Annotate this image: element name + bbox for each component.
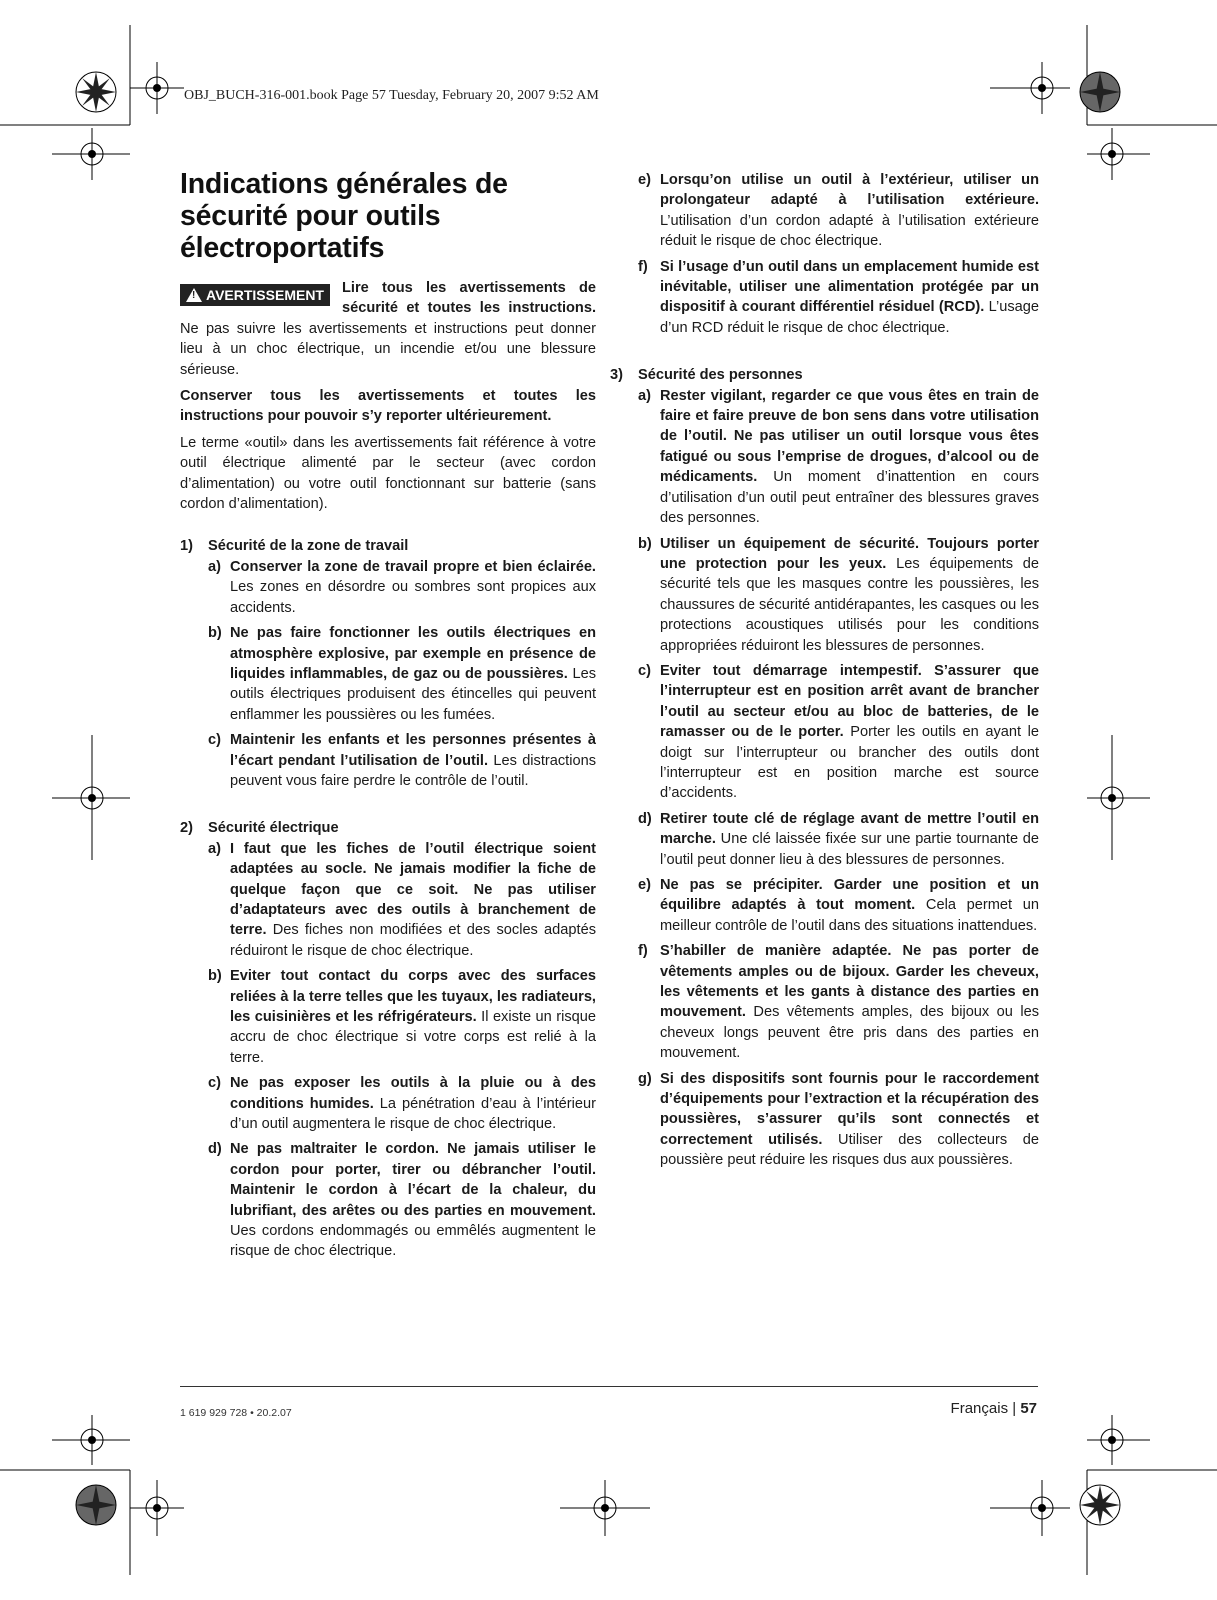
list-item: a) Conserver la zone de travail propre et bien éclairée. Les zones en désordre ou sombres sont propices aux accidents. <box>208 558 596 616</box>
list-item: f) S’habiller de manière adaptée. Ne pas porter de vêtements amples ou de bijoux. Garder les cheveux, les vêtements et les gants à distance des parties en mouvement. Des vêtements amples, des bijoux ou les cheveux longs peuvent être pris dans des parties en mouvement. <box>638 943 1039 1062</box>
keep-instructions: Conserver tous les avertissements et toutes les instructions pour pouvoir s’y reporter ultérieurement. <box>180 388 596 425</box>
list-item: c) Maintenir les enfants et les personnes présentes à l’écart pendant l’utilisation de l’outil. Les distractions peuvent vous faire perdre le contrôle de l’outil. <box>208 732 597 789</box>
list-item: b) Utiliser un équipement de sécurité. Toujours porter une protection pour les yeux. Les équipements de sécurité tels que les masques contre les poussières, les chaussures de sécurité antidérapantes, les casques ou les protections acoustiques utilisés pour les conditions appropriées réduiront les blessures de personnes. <box>638 535 1039 654</box>
list-item: d) Retirer toute clé de réglage avant de mettre l’outil en marche. Une clé laissée fixée sur une partie tournante de l’outil peut donner lieu à des blessures de personnes. <box>638 810 1039 868</box>
term-definition: Le terme «outil» dans les avertissements fait référence à votre outil électrique alimenté par le secteur (avec cordon d’alimentation) ou votre outil fonctionnant sur batterie (sans cordon d’alimentation). <box>180 434 596 513</box>
star-target-top-left <box>76 72 116 112</box>
list-item: a) I faut que les fiches de l’outil électrique soient adaptées au socle. Ne jamais modifier la fiche de quelque façon que ce soit. Ne pas utiliser d’adaptateurs avec des outils à branchement de terre. Des fiches non modifiées et des socles adaptés réduiront le risque de choc électrique. <box>208 840 596 959</box>
book-header: OBJ_BUCH-316-001.book Page 57 Tuesday, February 20, 2007 9:52 AM <box>184 88 599 103</box>
list-item: f) Si l’usage d’un outil dans un emplacement humide est inévitable, utiliser une alimentation protégée par un dispositif à courant différentiel résiduel (RCD). L’usage d’un RCD réduit le risque de choc électrique. <box>638 258 1039 336</box>
list-item: d) Ne pas maltraiter le cordon. Ne jamais utiliser le cordon pour porter, tirer ou débrancher l’outil. Maintenir le cordon à l’écart de la chaleur, du lubrifiant, des arêtes ou des parties en mouvement. Ues cordons endommagés ou emmêlés augmentent le risque de choc électrique. <box>208 1141 596 1260</box>
star-target-bottom-right <box>1080 1485 1120 1525</box>
footer-code: 1 619 929 728 • 20.2.07 <box>180 1407 292 1419</box>
section-2 <box>180 818 596 1262</box>
left-column <box>180 168 596 1267</box>
list-item: g) Si des dispositifs sont fournis pour le raccordement d’équipements pour l’extraction et la récupération des poussières, s’assurer qu’ils sont connectés et correctement utilisés. Utiliser des collecteurs de poussière peut réduire les risques dus aux poussières. <box>638 1070 1039 1169</box>
section-3 <box>610 365 1039 1170</box>
star-target-top-right <box>1080 72 1120 112</box>
list-item: b) Eviter tout contact du corps avec des surfaces reliées à la terre telles que les tuyaux, les radiateurs, les cuisinières et les réfrigérateurs. Il existe un risque accru de choc électrique si votre corps est relié à la terre. <box>208 968 597 1066</box>
list-item: e) Lorsqu’on utilise un outil à l’extérieur, utiliser un prolongateur adapté à l’utilisation extérieure. L’utilisation d’un cordon adapté à l’utilisation extérieure réduit le risque de choc électrique. <box>638 172 1039 250</box>
section-1 <box>180 536 596 791</box>
warning-paragraph: ! AVERTISSEMENT Lire tous les avertissements de sécurité et toutes les instructions. Ne pas suivre les avertissements et instructions peut donner lieu à un choc électrique, un incendie et/ou une blessure sérieuse. <box>180 280 596 378</box>
footer-page-info: Français | 57 <box>950 1400 1037 1417</box>
warning-badge: ! AVERTISSEMENT <box>180 284 330 306</box>
list-item: e) Ne pas se précipiter. Garder une position et un équilibre adaptés à tout moment. Cela permet un meilleur contrôle de l’outil dans des situations inattendues. <box>638 877 1039 934</box>
list-item: c) Eviter tout démarrage intempestif. S’assurer que l’interrupteur est en position arrêt avant de brancher l’outil au secteur et/ou au bloc de batteries, de le ramasser ou de le porter. Porter les outils en ayant le doigt sur l’interrupteur ou brancher des outils dont l’interrupteur est en position marche est source d’accidents. <box>638 662 1039 802</box>
page-number: 57 <box>1020 1400 1037 1417</box>
section-heading: 3) Sécurité des personnes <box>610 367 803 384</box>
warning-triangle-icon: ! <box>186 288 202 302</box>
section-heading: 1) Sécurité de la zone de travail <box>180 538 409 555</box>
right-column <box>610 170 1039 1176</box>
page-title: Indications générales de sécurité pour outils électroportatifs <box>180 168 508 264</box>
star-target-bottom-left <box>76 1485 116 1525</box>
list-item: a) Rester vigilant, regarder ce que vous êtes en train de faire et faire preuve de bon sens dans votre utilisation de l’outil. Ne pas utiliser un outil lorsque vous êtes fatigué ou sous l’emprise de drogues, d’alcool ou de médicaments. Un moment d’inattention en cours d’utilisation d’un outil peut entraîner des blessures graves des personnes. <box>638 387 1039 527</box>
list-item: c) Ne pas exposer les outils à la pluie ou à des conditions humides. La pénétration d’eau à l’intérieur d’un outil augmentera le risque de choc électrique. <box>208 1075 596 1133</box>
list-item: b) Ne pas faire fonctionner les outils électriques en atmosphère explosive, par exemple en présence de liquides inflammables, de gaz ou de poussières. Les outils électriques produisent des étincelles qui peuvent enflammer les poussières ou les fumées. <box>208 625 596 723</box>
footer-rule <box>180 1386 1038 1387</box>
section-heading: 2) Sécurité électrique <box>180 820 339 837</box>
